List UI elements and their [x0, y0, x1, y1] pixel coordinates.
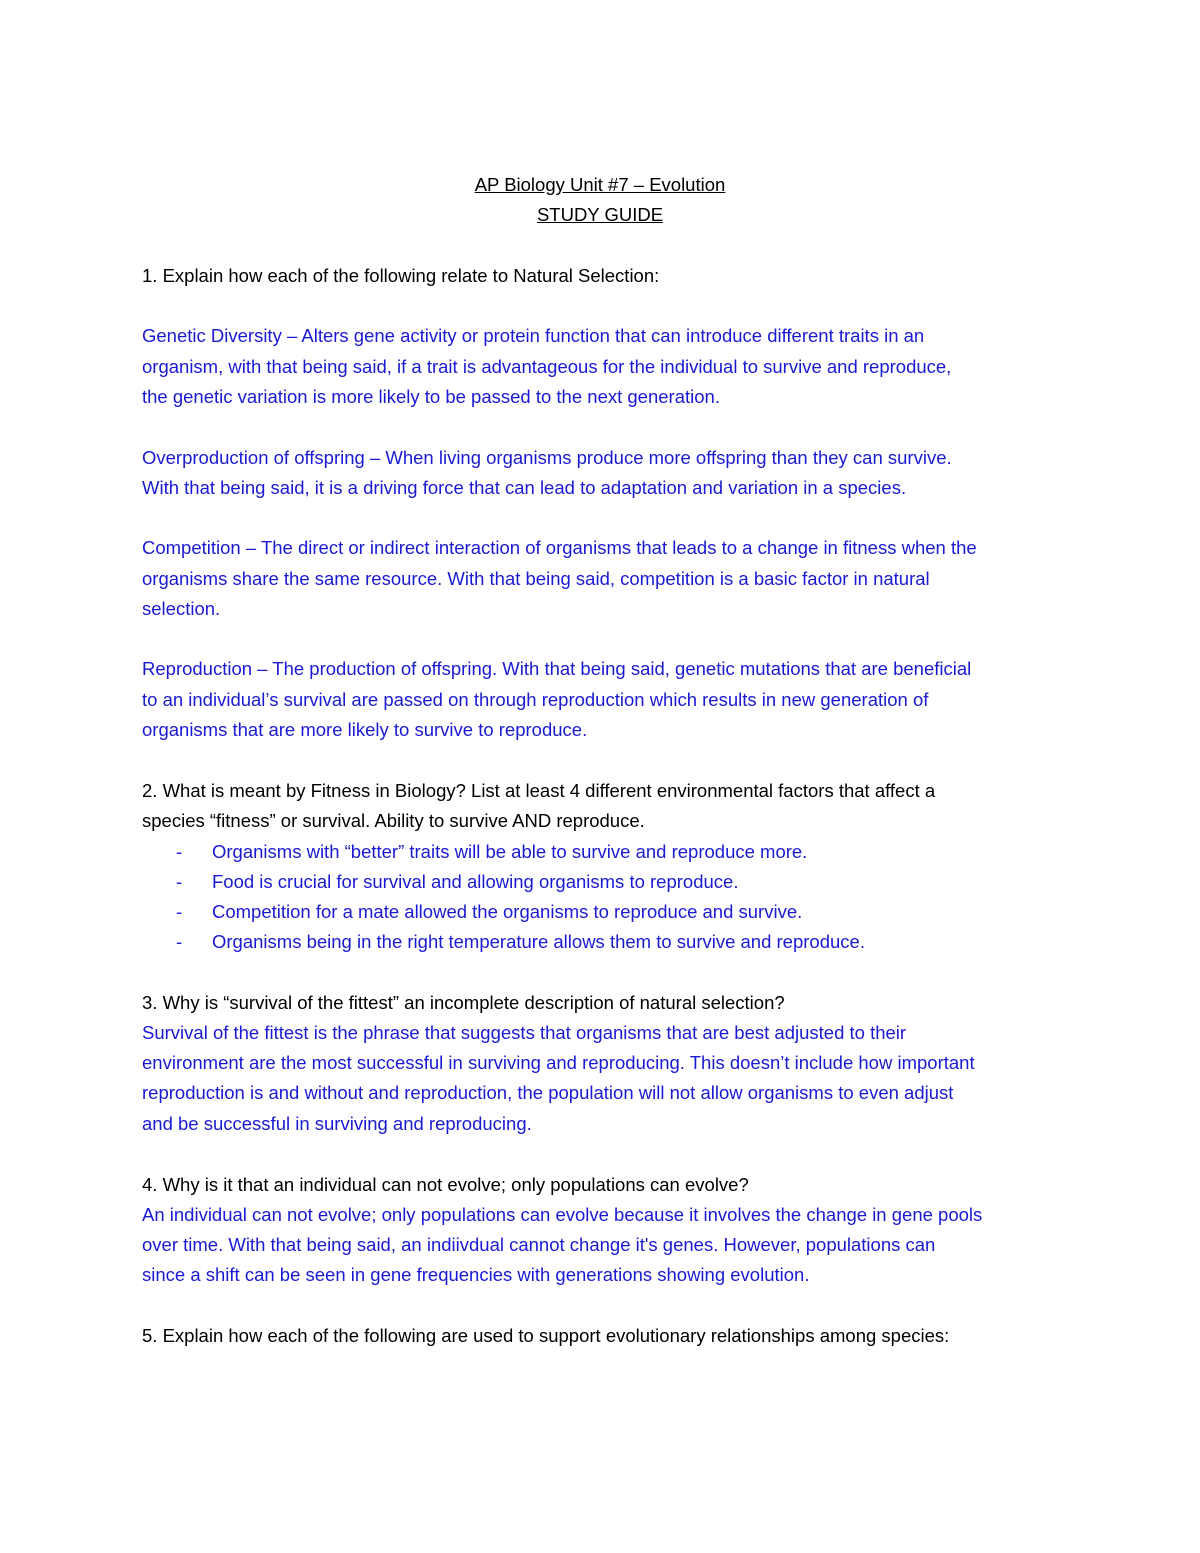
answer-competition-line-1: Competition – The direct or indirect interaction of organisms that leads to a change in fitness when the: [142, 537, 977, 558]
answer-3-line-2: environment are the most successful in surviving and reproducing. This doesn’t include how important: [142, 1052, 975, 1073]
answer-genetic-diversity-line-1: Genetic Diversity – Alters gene activity or protein function that can introduce different traits in an: [142, 325, 925, 346]
document-title: AP Biology Unit #7 – Evolution: [474, 174, 726, 195]
answer-competition-line-3: selection.: [142, 598, 221, 619]
question-5: 5. Explain how each of the following are used to support evolutionary relationships among species:: [142, 1325, 950, 1346]
answer-competition-line-2: organisms share the same resource. With that being said, competition is a basic factor in natural: [142, 568, 930, 589]
answer-4-line-1: An individual can not evolve; only populations can evolve because it involves the change in gene pools: [142, 1204, 983, 1225]
question-4: 4. Why is it that an individual can not evolve; only populations can evolve?: [142, 1174, 749, 1195]
bullet-marker: -: [176, 931, 183, 952]
question-1: 1. Explain how each of the following relate to Natural Selection:: [142, 265, 660, 286]
bullet-marker: -: [176, 841, 183, 862]
bullet-item: Organisms being in the right temperature allows them to survive and reproduce.: [212, 931, 865, 952]
question-2-line-1: 2. What is meant by Fitness in Biology? List at least 4 different environmental factors that affect a: [142, 780, 936, 801]
bullet-item: Food is crucial for survival and allowing organisms to reproduce.: [212, 871, 739, 892]
bullet-item: Organisms with “better” traits will be able to survive and reproduce more.: [212, 841, 808, 862]
answer-reproduction-line-1: Reproduction – The production of offspring. With that being said, genetic mutations that are beneficial: [142, 658, 972, 679]
answer-genetic-diversity-line-3: the genetic variation is more likely to be passed to the next generation.: [142, 386, 720, 407]
question-2-line-2: species “fitness” or survival. Ability to survive AND reproduce.: [142, 810, 645, 831]
answer-3-line-3: reproduction is and without and reproduction, the population will not allow organisms to even adjust: [142, 1082, 954, 1103]
question-3: 3. Why is “survival of the fittest” an incomplete description of natural selection?: [142, 992, 785, 1013]
answer-genetic-diversity-line-2: organism, with that being said, if a trait is advantageous for the individual to survive and reproduce,: [142, 356, 952, 377]
bullet-marker: -: [176, 871, 183, 892]
document-subtitle: STUDY GUIDE: [536, 204, 664, 225]
answer-reproduction-line-2: to an individual’s survival are passed on through reproduction which results in new generation of: [142, 689, 929, 710]
answer-overproduction-line-2: With that being said, it is a driving force that can lead to adaptation and variation in a species.: [142, 477, 907, 498]
bullet-marker: -: [176, 901, 183, 922]
answer-overproduction-line-1: Overproduction of offspring – When living organisms produce more offspring than they can survive.: [142, 447, 952, 468]
answer-3-line-1: Survival of the fittest is the phrase that suggests that organisms that are best adjusted to their: [142, 1022, 907, 1043]
answer-4-line-2: over time. With that being said, an indiivdual cannot change it's genes. However, populations can: [142, 1234, 936, 1255]
answer-3-line-4: and be successful in surviving and reproducing.: [142, 1113, 532, 1134]
bullet-item: Competition for a mate allowed the organisms to reproduce and survive.: [212, 901, 803, 922]
answer-reproduction-line-3: organisms that are more likely to survive to reproduce.: [142, 719, 588, 740]
answer-4-line-3: since a shift can be seen in gene frequencies with generations showing evolution.: [142, 1264, 810, 1285]
